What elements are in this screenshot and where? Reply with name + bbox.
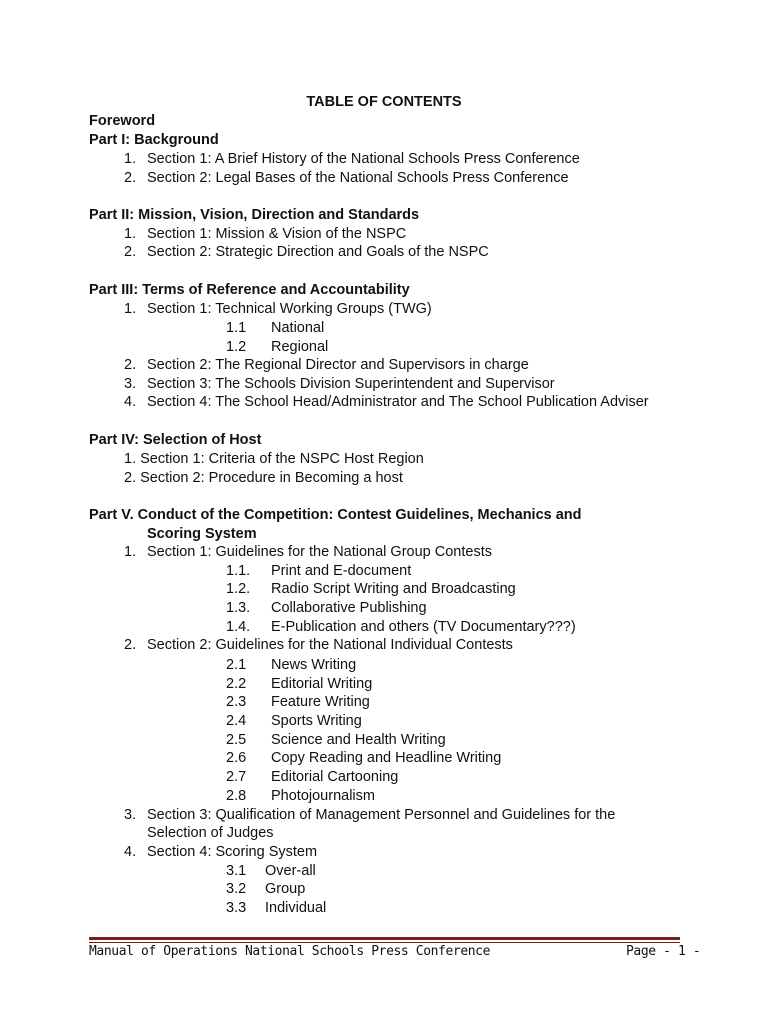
footer-rule — [89, 937, 680, 940]
list-number: 2. — [124, 637, 137, 653]
sub-item: Radio Script Writing and Broadcasting — [271, 581, 516, 597]
list-item-cont: Selection of Judges — [147, 825, 274, 841]
sub-number: 2.2 — [226, 676, 247, 692]
sub-number: 3.1 — [226, 863, 247, 879]
list-item: Section 1: Mission & Vision of the NSPC — [147, 226, 407, 242]
sub-item: Over-all — [265, 863, 316, 879]
sub-number: 2.5 — [226, 732, 247, 748]
list-number: 1. — [124, 301, 137, 317]
list-item: Section 4: The School Head/Administrator and The School Publication Adviser — [147, 394, 649, 410]
part2-heading: Part II: Mission, Vision, Direction and Standards — [89, 207, 420, 223]
sub-item: Sports Writing — [271, 713, 362, 729]
list-number: 2. — [124, 244, 137, 260]
sub-item: News Writing — [271, 657, 357, 673]
sub-number: 1.3. — [226, 600, 251, 616]
sub-item: Photojournalism — [271, 788, 375, 804]
part4-heading: Part IV: Selection of Host — [89, 432, 262, 448]
sub-number: 1.2. — [226, 581, 251, 597]
list-item: Section 2: Legal Bases of the National Schools Press Conference — [147, 170, 569, 186]
list-number: 2. — [124, 170, 137, 186]
list-item: 1. Section 1: Criteria of the NSPC Host Region — [124, 451, 424, 467]
sub-item: Collaborative Publishing — [271, 600, 427, 616]
list-number: 1. — [124, 226, 137, 242]
list-number: 3. — [124, 376, 137, 392]
sub-item: E-Publication and others (TV Documentary???) — [271, 619, 576, 635]
sub-item: Regional — [271, 339, 329, 355]
sub-item: Science and Health Writing — [271, 732, 446, 748]
part5-heading: Part V. Conduct of the Competition: Contest Guidelines, Mechanics and — [89, 507, 582, 523]
footer-rule-thin — [89, 942, 680, 943]
list-item: Section 4: Scoring System — [147, 844, 318, 860]
sub-item: Print and E-document — [271, 563, 412, 579]
sub-number: 2.3 — [226, 694, 247, 710]
foreword-heading: Foreword — [89, 113, 156, 129]
list-item: Section 2: The Regional Director and Supervisors in charge — [147, 357, 529, 373]
sub-number: 1.2 — [226, 339, 247, 355]
sub-number: 2.7 — [226, 769, 247, 785]
list-item: Section 1: Technical Working Groups (TWG) — [147, 301, 432, 317]
list-item: Section 1: Guidelines for the National Group Contests — [147, 544, 492, 560]
sub-number: 2.6 — [226, 750, 247, 766]
sub-number: 2.8 — [226, 788, 247, 804]
sub-number: 1.1. — [226, 563, 251, 579]
list-number: 4. — [124, 394, 137, 410]
sub-item: Editorial Cartooning — [271, 769, 399, 785]
list-item: Section 3: Qualification of Management Personnel and Guidelines for the — [147, 807, 616, 823]
sub-number: 1.1 — [226, 320, 247, 336]
sub-number: 3.3 — [226, 900, 247, 916]
sub-item: Group — [265, 881, 306, 897]
list-number: 1. — [124, 544, 137, 560]
list-number: 1. — [124, 151, 137, 167]
sub-item: Feature Writing — [271, 694, 370, 710]
part5-heading-cont: Scoring System — [147, 526, 257, 542]
sub-number: 2.1 — [226, 657, 247, 673]
sub-item: Editorial Writing — [271, 676, 373, 692]
list-item: Section 3: The Schools Division Superintendent and Supervisor — [147, 376, 555, 392]
footer-manual-title: Manual of Operations National Schools Press Conference — [89, 944, 491, 959]
sub-number: 3.2 — [226, 881, 247, 897]
sub-item: Copy Reading and Headline Writing — [271, 750, 502, 766]
sub-item: Individual — [265, 900, 327, 916]
sub-item: National — [271, 320, 325, 336]
list-number: 2. — [124, 357, 137, 373]
list-number: 3. — [124, 807, 137, 823]
list-item: 2. Section 2: Procedure in Becoming a host — [124, 470, 403, 486]
list-item: Section 2: Strategic Direction and Goals of the NSPC — [147, 244, 489, 260]
part3-heading: Part III: Terms of Reference and Accountability — [89, 282, 410, 298]
sub-number: 1.4. — [226, 619, 251, 635]
sub-number: 2.4 — [226, 713, 247, 729]
list-item: Section 1: A Brief History of the National Schools Press Conference — [147, 151, 580, 167]
part1-heading: Part I: Background — [89, 132, 219, 148]
list-number: 4. — [124, 844, 137, 860]
footer-page-number: Page - 1 - — [626, 944, 701, 959]
page-title: TABLE OF CONTENTS — [306, 94, 462, 110]
list-item: Section 2: Guidelines for the National Individual Contests — [147, 637, 513, 653]
